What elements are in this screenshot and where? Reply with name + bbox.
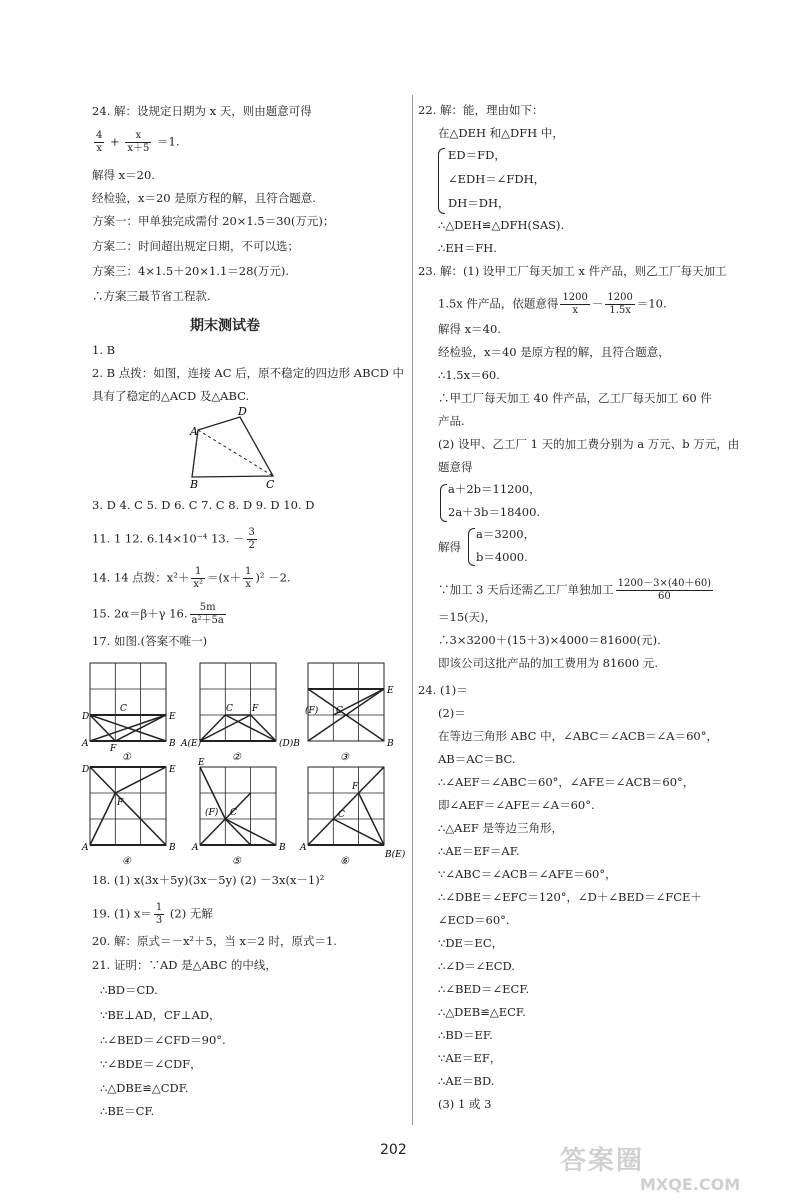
svg-text:C: C	[120, 704, 127, 714]
q22-line: ∴EH＝FH.	[438, 241, 497, 255]
answers-11-13: 11. 1 12. 6.14×10⁻⁴ 13. － $\frac{3}{2}$	[92, 527, 255, 551]
caption-5: ⑤	[232, 856, 241, 865]
q24-line: ∴BD＝EF.	[438, 1028, 493, 1042]
q23-system: 2a＋3b＝18400.	[448, 505, 541, 519]
caption-1: ①	[122, 752, 131, 763]
svg-text:B: B	[387, 739, 394, 749]
svg-text:A(E): A(E)	[181, 739, 202, 749]
q22-line: ∠EDH＝∠FDH，	[448, 172, 546, 186]
q22-head: 22. 解：能，理由如下：	[418, 103, 544, 117]
q23-line: ＝15(天)，	[438, 610, 497, 624]
svg-text:(D)B: (D)B	[279, 739, 300, 749]
svg-text:E: E	[387, 686, 394, 696]
q24-line: ∴AE＝EF＝AF.	[438, 844, 520, 858]
watermark: 答案圈	[560, 1146, 645, 1176]
answer-q19: 19. (1) x＝ $\frac{1}{3}$ (2) 无解	[92, 902, 213, 926]
answer-q17: 17. 如图.(答案不唯一)	[92, 634, 208, 648]
svg-text:C: C	[336, 706, 343, 716]
answer-q2: 2. B 点拨：如图，连接 AC 后，原不稳定的四边形 ABCD 中	[92, 366, 404, 380]
answer-q18: 18. (1) x(3x＋5y)(3x－5y) (2) －3x(x－1)²	[92, 873, 325, 887]
q24-line: (3) 1 或 3	[438, 1097, 492, 1111]
column-divider	[412, 95, 413, 1125]
label-b: B	[190, 478, 199, 490]
q23-equation: 1.5x 件产品，依题意得 $\frac{1200}{x}$ － $\frac{1200}{1.5x}$ ＝10.	[438, 292, 667, 316]
section-title: 期末测试卷	[190, 318, 260, 334]
q23-brace-2	[468, 528, 475, 566]
caption-3: ③	[340, 752, 349, 763]
grid-2	[180, 663, 300, 763]
q23-line: 题意得	[438, 460, 473, 474]
answer-q21-line: ∴BD＝CD.	[100, 983, 158, 997]
answer-q21-line: ∴BE＝CF.	[100, 1104, 155, 1118]
page-number: 202	[380, 1142, 407, 1158]
q24-line: ∵DE＝EC，	[438, 936, 504, 950]
svg-text:C: C	[338, 810, 345, 820]
svg-text:F: F	[117, 798, 124, 808]
svg-text:B: B	[169, 843, 176, 853]
q24-line: 方案一：甲单独完成需付 20×1.5＝30(万元)；	[92, 214, 335, 228]
grid-figures	[80, 655, 410, 865]
q24-line: 方案二：时间超出规定日期，不可以选；	[92, 239, 299, 253]
svg-text:(F): (F)	[305, 706, 319, 716]
q24-head: 24. (1)＝	[418, 683, 468, 697]
grid-6	[299, 767, 406, 865]
q23-line: 即该公司这批产品的加工费用为 81600 元.	[438, 656, 659, 670]
q23-line: 产品.	[438, 414, 465, 428]
svg-text:F: F	[352, 782, 359, 792]
svg-text:E: E	[169, 712, 176, 722]
q24-line: ∴△DEB≌△ECF.	[438, 1005, 526, 1019]
q23-line: ∴3×3200＋(15＋3)×4000＝81600(元).	[438, 633, 661, 647]
q24-line: ∴∠BED＝∠ECF.	[438, 982, 530, 996]
answers-15-16: 15. 2α＝β＋γ 16. $\frac{5m}{\text{a²＋5a}}$	[92, 602, 224, 626]
answer-q14: 14. 14 点拨：x²＋ $\frac{1}{\text{x²}}$ ＝(x＋ $\frac{1}{x}$ )² －2.	[92, 566, 291, 590]
caption-6: ⑥	[340, 856, 349, 865]
quadrilateral-figure	[180, 405, 290, 490]
q22-line: 在△DEH 和△DFH 中，	[438, 126, 564, 140]
answer-q1: 1. B	[92, 343, 116, 357]
q24-line: 方案三：4×1.5＋20×1.1＝28(万元).	[92, 264, 290, 278]
grid-5	[191, 758, 286, 865]
svg-text:A: A	[300, 843, 307, 853]
q23-solve: 解得	[438, 540, 461, 554]
svg-text:(F): (F)	[205, 808, 219, 818]
caption-2: ②	[232, 752, 241, 763]
q24-equation: $\frac{4}{x}$ + $\frac{x}{x+5}$ ＝1.	[96, 130, 180, 154]
svg-text:F: F	[252, 704, 259, 714]
q24-line: ∴方案三最节省工程款.	[92, 289, 211, 303]
q23-brace-1	[440, 484, 447, 522]
q22-line: ∴△DEH≌△DFH(SAS).	[438, 218, 565, 232]
q23-line: (2) 设甲、乙工厂 1 天的加工费分别为 a 万元、b 万元，由	[438, 437, 740, 451]
svg-text:C: C	[230, 808, 237, 818]
answer-q20: 20. 解：原式＝－x²＋5，当 x＝2 时，原式＝1.	[92, 934, 337, 948]
q23-line: ∴甲工厂每天加工 40 件产品，乙工厂每天加工 60 件	[438, 391, 712, 405]
q23-head: 23. 解：(1) 设甲工厂每天加工 x 件产品，则乙工厂每天加工	[418, 264, 727, 278]
svg-text:F: F	[110, 744, 117, 754]
answer-q21-line: ∴△DBE≌△CDF.	[100, 1081, 189, 1095]
grid-4	[81, 765, 176, 865]
q24-line: ∴∠AEF＝∠ABC＝60°，∠AFE＝∠ACB＝60°，	[438, 775, 695, 789]
svg-text:E: E	[198, 758, 205, 768]
answer-q2-cont: 具有了稳定的△ACD 及△ABC.	[92, 389, 250, 403]
svg-text:A: A	[192, 843, 199, 853]
q24-line: ∴△AEF 是等边三角形，	[438, 821, 563, 835]
svg-text:C: C	[226, 704, 233, 714]
answer-q21-line: ∴∠BED＝∠CFD＝90°.	[100, 1033, 226, 1047]
q24-head: 24. 解：设规定日期为 x 天，则由题意可得	[92, 104, 312, 118]
q24-line: 解得 x＝20.	[92, 168, 155, 182]
q23-solution: a＝3200，	[476, 527, 536, 541]
q24-line: ∴∠D＝∠ECD.	[438, 959, 515, 973]
label-d: D	[238, 405, 247, 418]
answer-q21-line: ∵∠BDE＝∠CDF，	[100, 1057, 202, 1071]
q24-line: 经检验，x＝20 是原方程的解，且符合题意.	[92, 191, 316, 205]
q24-line: AB＝AC＝BC.	[438, 752, 516, 766]
svg-text:A: A	[82, 843, 89, 853]
svg-text:B: B	[279, 843, 286, 853]
q24-line: (2)＝	[438, 706, 466, 720]
grid-3	[305, 663, 394, 763]
q23-solution: b＝4000.	[476, 550, 528, 564]
svg-text:E: E	[169, 765, 176, 775]
q23-line: 解得 x＝40.	[438, 322, 501, 336]
q23-system: a＋2b＝11200，	[448, 482, 541, 496]
q24-line: ∴AE＝BD.	[438, 1074, 495, 1088]
svg-text:A: A	[82, 739, 89, 749]
q24-line: 即∠AEF＝∠AFE＝∠A＝60°.	[438, 798, 595, 812]
answer-q21: 21. 证明：∵AD 是△ABC 的中线，	[92, 958, 277, 972]
caption-4: ④	[122, 856, 131, 865]
q22-line: DH＝DH，	[448, 196, 510, 210]
q24-line: ∠ECD＝60°.	[438, 913, 510, 927]
grid-1	[81, 663, 176, 763]
q23-line: ∴1.5x＝60.	[438, 368, 500, 382]
q24-line: 在等边三角形 ABC 中，∠ABC＝∠ACB＝∠A＝60°，	[438, 729, 718, 743]
svg-text:D: D	[82, 712, 90, 722]
answers-3-10: 3. D 4. C 5. D 6. C 7. C 8. D 9. D 10. D	[92, 498, 315, 512]
q24-line: ∵∠ABC＝∠ACB＝∠AFE＝60°，	[438, 867, 617, 881]
q24-line: ∵AE＝EF，	[438, 1051, 502, 1065]
watermark-url: MXQE.COM	[640, 1175, 741, 1194]
label-a: A	[190, 425, 198, 438]
q24-line: ∴∠DBE＝∠EFC＝120°，∠D＋∠BED＝∠FCE＋	[438, 890, 702, 904]
q22-brace	[438, 148, 445, 214]
svg-text:B(E): B(E)	[385, 850, 406, 860]
q23-line: ∵加工 3 天后还需乙工厂单独加工 $\frac{1200-3\times(40+60)}{60}$	[438, 578, 712, 602]
q23-line: 经检验，x＝40 是原方程的解，且符合题意，	[438, 345, 670, 359]
label-c: C	[266, 478, 275, 490]
svg-text:D: D	[82, 765, 90, 775]
q22-line: ED＝FD，	[448, 148, 506, 162]
svg-text:B: B	[169, 739, 176, 749]
answer-q21-line: ∵BE⊥AD，CF⊥AD，	[100, 1008, 221, 1022]
